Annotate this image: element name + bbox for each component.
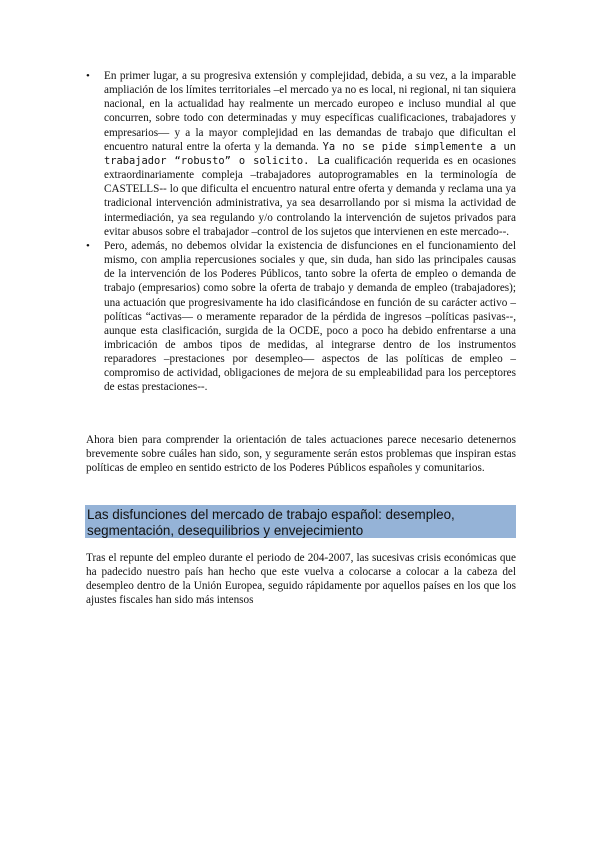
bullet-marker: • — [86, 239, 90, 252]
section-heading: Las disfunciones del mercado de trabajo español: desempleo, segmentación, desequilibrios y envejecimiento — [85, 505, 516, 538]
bullet-item-1 — [86, 69, 516, 239]
bullet-2-text: Pero, además, no debemos olvidar la existencia de disfunciones en el funcionamiento del mismo, con amplia repercusiones sociales y que, sin duda, han sido las principales causas de la intervención de los Poderes Públicos, tanto sobre la oferta de empleo o demanda de trabajo (empresarios) como sobre la oferta de trabajo y demanda de empleo (trabajadores); una actuación que progresivamente ha ido clasificándose en función de su carácter activo –políticas “activas— o meramente reparador de la pérdida de ingresos –políticas pasivas--, aunque esta clasificación, surgida de la OCDE, poco a poco ha debido enfrentarse a una imbricación de ambos tipos de medidas, al integrarse dentro de los instrumentos reparadores –prestaciones por desempleo— aspectos de las políticas de empleo –compromiso de actividad, obligaciones de mejora de su empleabilidad para los perceptores de estas prestaciones--. — [104, 239, 516, 394]
bullet-item-2 — [86, 239, 516, 395]
bullet-1-text-before: En primer lugar, a su progresiva extensión y complejidad, debida, a su vez, a la imparable ampliación de los límites territoriales –el mercado ya no es local, ni regional, ni tan siquiera nacional, en la actualidad hay realmente un mercado europeo e incluso mundial al que concurren, sobre todo con determinadas y muy específicas cualificaciones, trabajadores y empresarios— y a la mayor complejidad en las demandas de trabajo que dificultan el encuentro natural entre la oferta y la demanda. — [104, 70, 516, 153]
paragraph-2: Tras el repunte del empleo durante el periodo de 204-2007, las sucesivas crisis económicas que ha padecido nuestro país han hecho que este vuelva a colocarse a colocar a la cabeza del desempleo dentro de la Unión Europea, seguido rápidamente por aquellos países en los que los ajustes fiscales han sido más intensos — [86, 552, 516, 607]
paragraph-1: Ahora bien para comprender la orientación de tales actuaciones parece necesario detenernos brevemente sobre cuáles han sido, son, y seguramente serán estos problemas que inspiran estas políticas de empleo en sentido estricto de los Poderes Públicos españoles y comunitarios. — [86, 434, 516, 475]
bullet-1-text-after: cualificación requerida es en ocasiones extraordinariamente compleja –trabajadores autoprogramables en la terminología de CASTELLS-- lo que dificulta el encuentro natural entre oferta y demanda y reclama una ya tradicional intervención administrativa, ya sea desarrollando por si misma la actividad de intermediación, ya sea regulando y/o controlando la intervención de sujetos privados para evitar abusos sobre el trabajador –control de los sujetos que intervienen en este mercado--. — [104, 154, 516, 238]
bullet-1-text-mono: Ya no se pide simplemente a un trabajador “robusto” o solicito. La — [104, 140, 517, 167]
bullet-list — [86, 69, 516, 395]
bullet-marker: • — [86, 70, 90, 82]
